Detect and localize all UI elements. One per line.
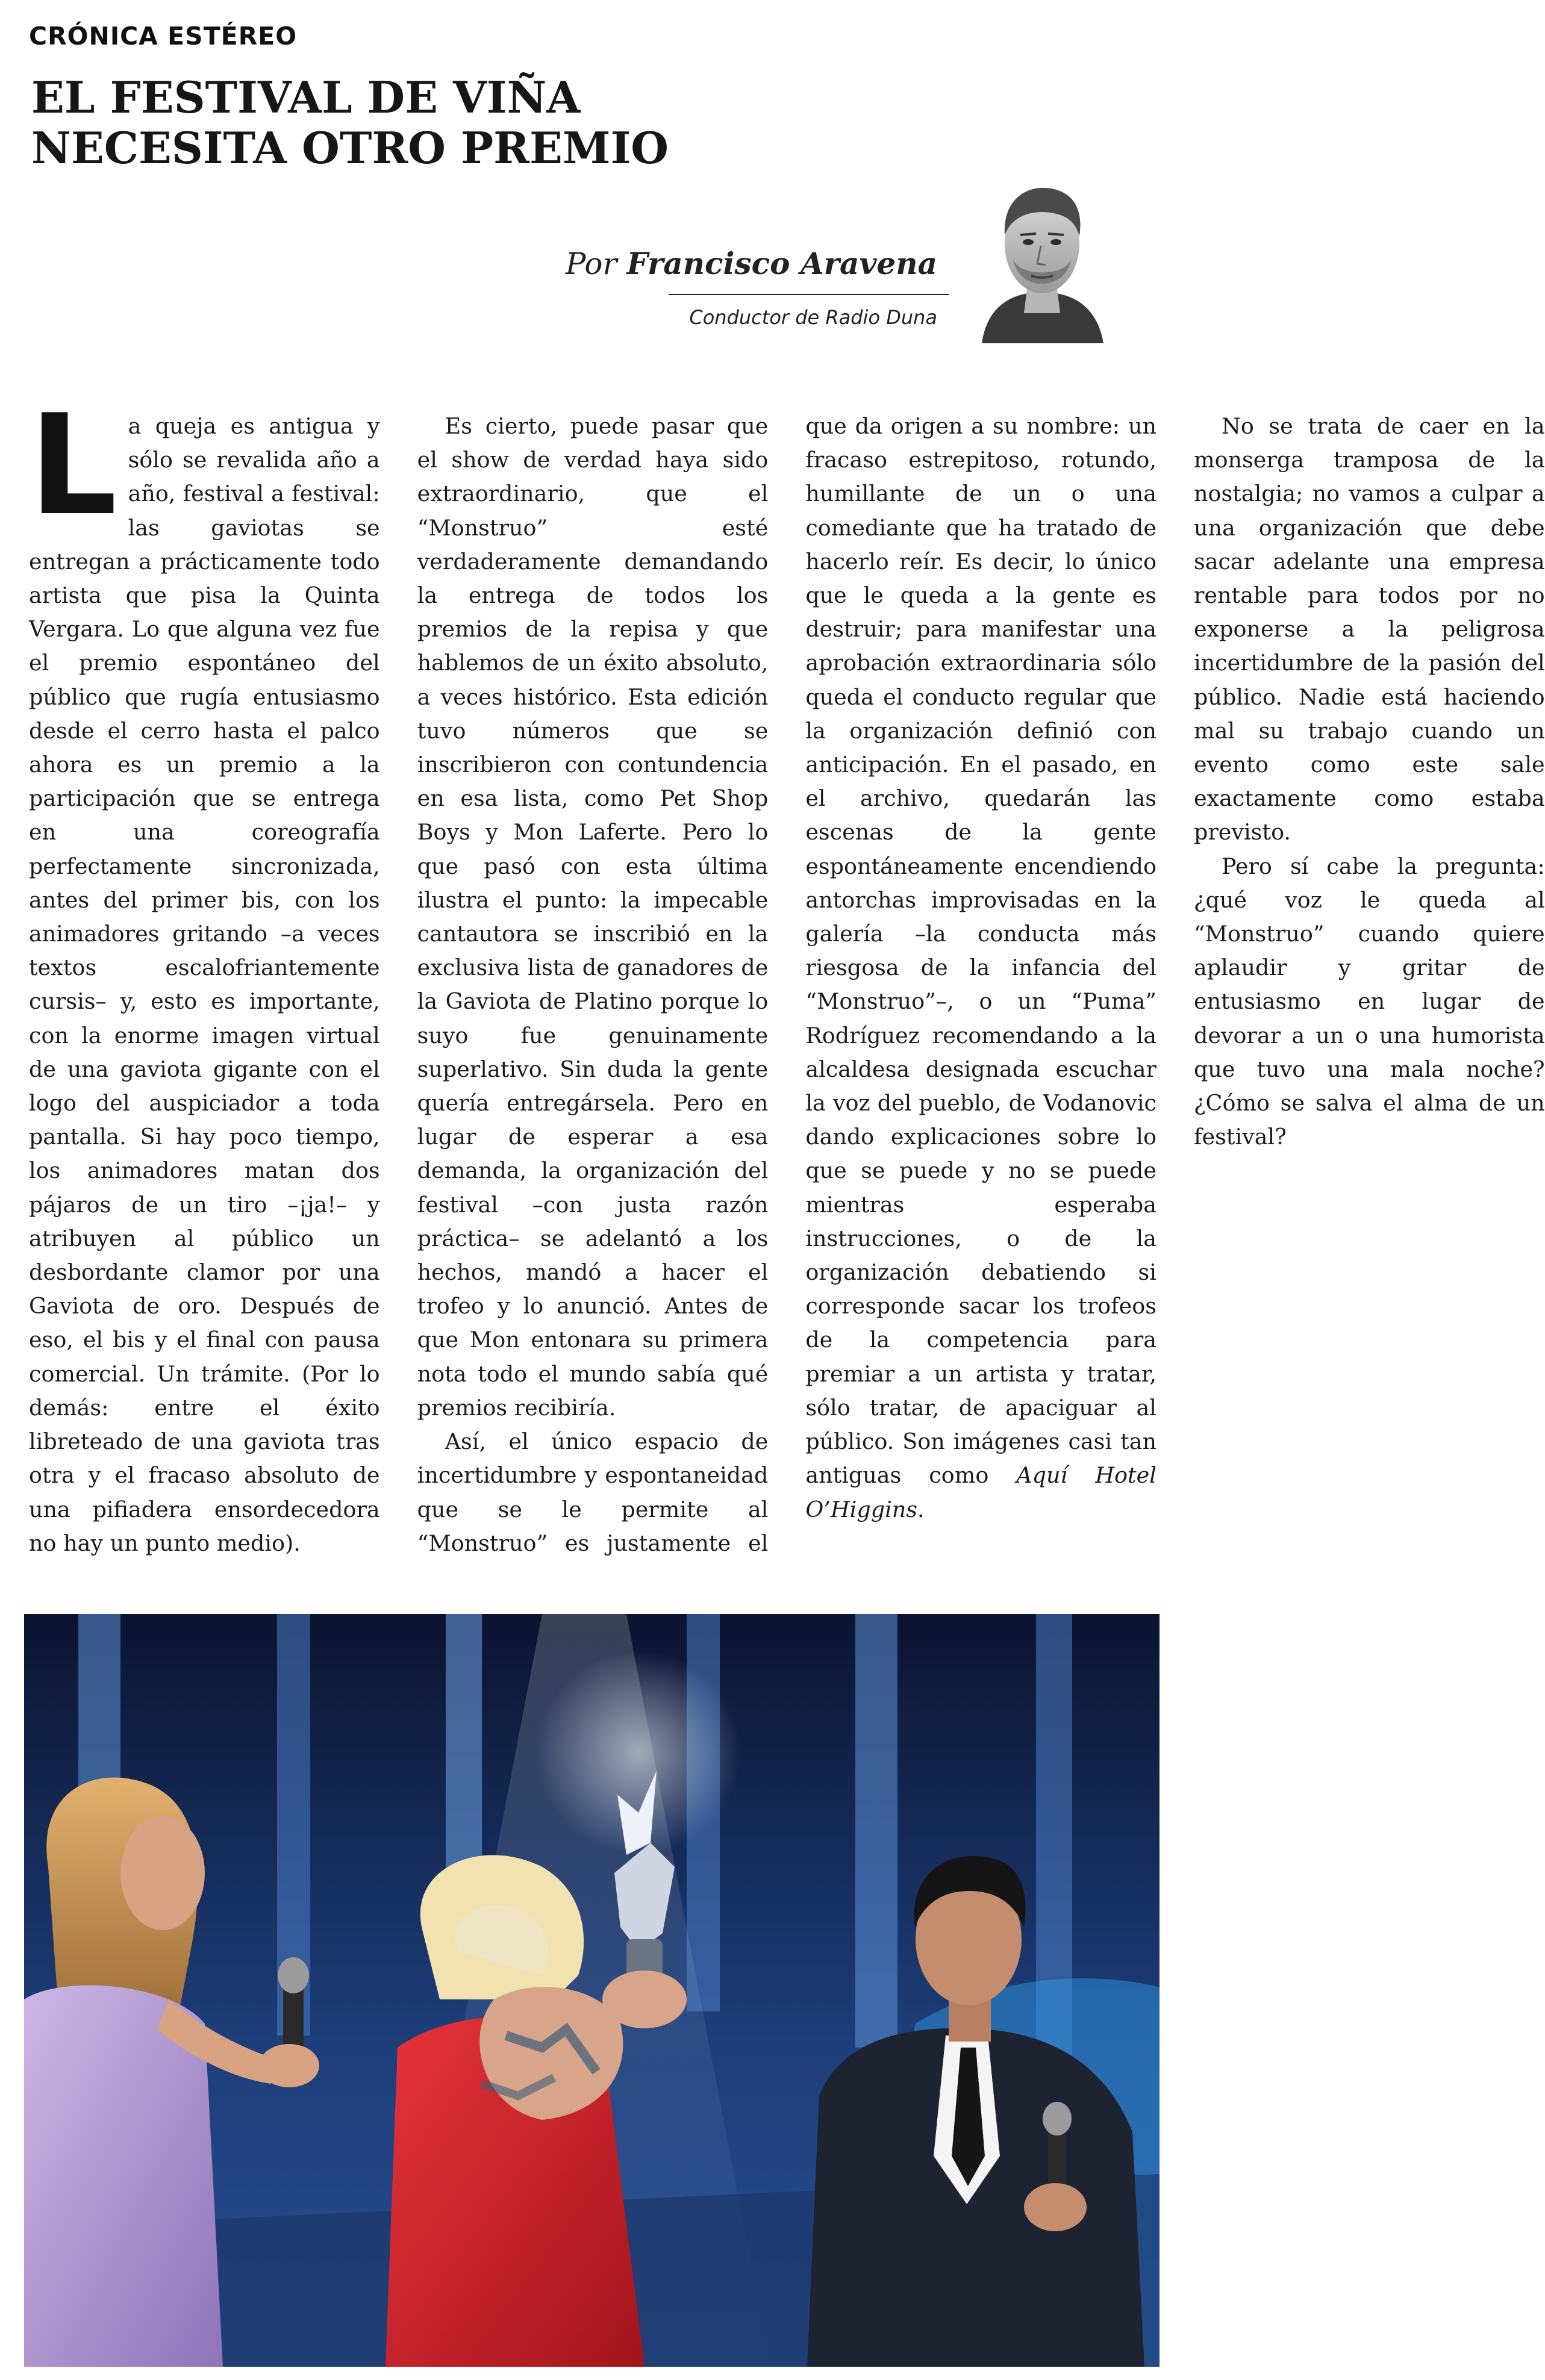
paragraph-2: Es cierto, puede pasar que el show de verdad haya sido extraordinario, que el “Monstruo” esté verdaderamente demandando la entrega de todos los premios de la repisa y que hablemos de un éxito absoluto, a veces histórico. Esta edición tuvo números que se inscribieron con contundencia en esa lista, como Pet Shop Boys y Mon Laferte. Pero lo que pasó con esta última ilustra el punto: la impecable cantautora se inscribió en la exclusiva lista de ganadores de la Gaviota de Platino porque lo suyo fue genuinamente superlativo. Sin duda la gente quería entregársela. Pero en lugar de esperar a esa demanda, la organización del festival –con justa razón práctica– se adelantó a los hechos, mandó a hacer el trofeo y lo anunció. Antes de que Mon entonara su primera nota todo el mundo sabía qué premios recibiría. bbox=[417, 413, 769, 1421]
headline bbox=[31, 72, 935, 173]
paragraph-1 bbox=[29, 385, 380, 1560]
byline-prefix: Por bbox=[565, 246, 617, 281]
paragraph-3-end: . bbox=[917, 1496, 925, 1522]
byline bbox=[566, 246, 937, 281]
byline-rule bbox=[669, 294, 949, 295]
headline-line-2: NECESITA OTRO PREMIO bbox=[31, 122, 669, 173]
paragraph-3-text: Así, el único espacio de incertidumbre y espontaneidad que se le permite al “Monstruo” es justamente el que da origen a su nombre: un fracaso estrepitoso, rotundo, humillante de un o una comediante que ha tratado de hacerlo reír. Es decir, lo único que le queda a la gente es destruir; para manifestar una aprobación extraordinaria sólo queda el conducto regular que la organización definió con anticipación. En el pasado, en el archivo, quedarán las escenas de la gente espontáneamente encendiendo antorchas improvisadas en la galería –la conducta más riesgosa de la infancia del “Monstruo”–, o un “Puma” Rodríguez recomendando a la alcaldesa designada escuchar la voz del pueblo, de Vodanovic dando explicaciones sobre lo que se puede y no se puede mientras esperaba instrucciones, o de la organización debatiendo si corresponde sacar los trofeos de la competencia para premiar a un artista y tratar, sólo tratar, de apaciguar al público. Son imágenes casi tan antiguas como bbox=[417, 413, 1156, 1556]
italic-title: Aquí Hotel O’Higgins bbox=[805, 1462, 1156, 1522]
author-name: Francisco Aravena bbox=[626, 246, 937, 281]
author-role: Conductor de Radio Duna bbox=[689, 306, 937, 329]
stage-photo bbox=[24, 1614, 1160, 2367]
headline-line-1: EL FESTIVAL DE VIÑA bbox=[31, 72, 581, 123]
drop-cap: L bbox=[29, 385, 117, 546]
paragraph-1-text: a queja es antigua y sólo se revalida año a año, festival a festival: las gaviotas se entregan a prácticamente todo artista que pisa la Quinta Vergara. Lo que alguna vez fue el premio espontáneo del público que rugía entusiasmo desde el cerro hasta el palco ahora es un premio a la participación que se entrega en una coreografía perfectamente sincronizada, antes del primer bis, con los animadores gritando –a veces textos escalofriantemente cursis– y, esto es importante, con la enorme imagen virtual de una gaviota gigante con el logo del auspiciador a toda pantalla. Si hay poco tiempo, los animadores matan dos pájaros de un tiro –¡ja!– y atribuyen al público un desbordante clamor por una Gaviota de oro. Después de eso, el bis y el final con pausa comercial. Un trámite. (Por lo demás: entre el éxito libreteado de una gaviota tras otra y el fracaso absoluto de una pifiadera ensordecedora no hay un punto medio). bbox=[29, 413, 380, 1556]
paragraph-4: No se trata de caer en la monserga tramposa de la nostalgia; no vamos a culpar a una organización que debe sacar adelante una empresa rentable para todos por no exponerse a la peligrosa incertidumbre de la pasión del público. Nadie está haciendo mal su trabajo cuando un evento como este sale exactamente como estaba previsto. bbox=[1193, 413, 1545, 846]
section-tag: CRÓNICA ESTÉREO bbox=[29, 22, 298, 51]
paragraph-5: Pero sí cabe la pregunta: ¿qué voz le queda al “Monstruo” cuando quiere aplaudir y gritar de entusiasmo en lugar de devorar a un o una humorista que tuvo una mala noche? ¿Cómo se salva el alma de un festival? bbox=[1193, 853, 1545, 1150]
article-body bbox=[29, 385, 1545, 1572]
author-portrait bbox=[970, 169, 1114, 343]
